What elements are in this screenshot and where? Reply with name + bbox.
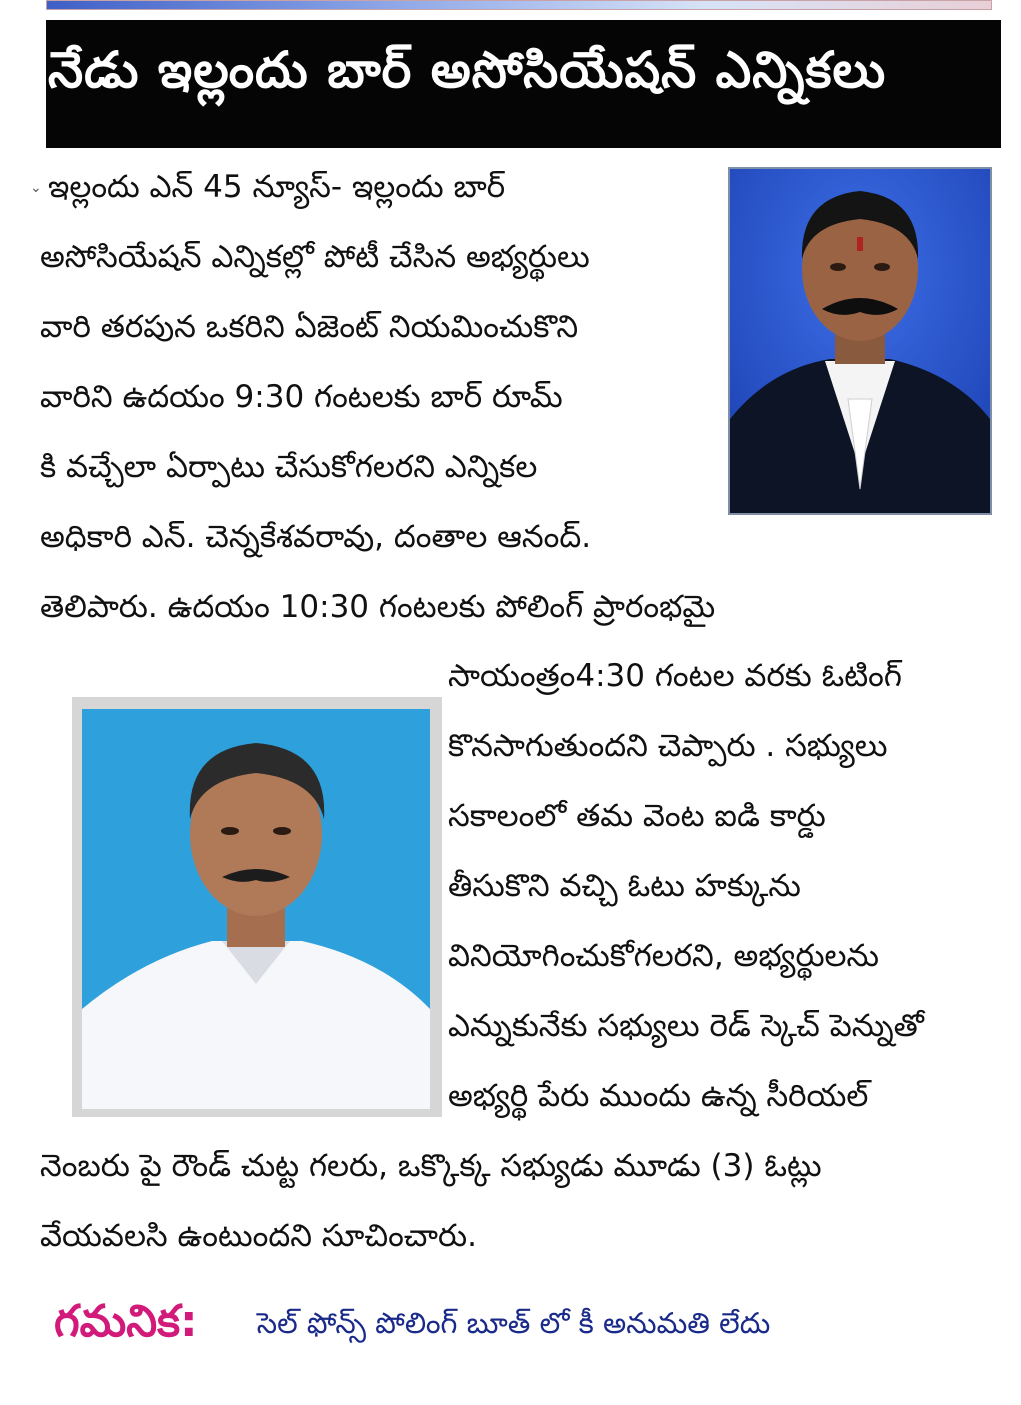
article-line-2: అసోసియేషన్ ఎన్నికల్లో పోటీ చేసిన అభ్యర్థులు — [40, 239, 590, 275]
article-line-16: వేయవలసి ఉంటుందని సూచించారు. — [40, 1218, 477, 1254]
article-line-15: నెంబరు పై రౌండ్ చుట్ట గలరు, ఒక్కొక్క సభ్యుడు మూడు (3) ఓట్లు — [40, 1148, 822, 1184]
article-line-6: అధికారి ఎన్. చెన్నకేశవరావు, దంతాల ఆనంద్. — [40, 519, 592, 555]
person-lawyer-icon — [730, 169, 990, 513]
list-marker: ⌄ — [30, 180, 42, 196]
person-official-icon — [82, 709, 430, 1109]
article-line-3: వారి తరపున ఒకరిని ఏజెంట్ నియమించుకొని — [40, 309, 579, 345]
article-line-1: ఇల్లందు ఎన్ 45 న్యూస్- ఇల్లందు బార్ — [48, 169, 506, 205]
notice — [54, 1296, 770, 1358]
article-line-12: వినియోగించుకోగలరని, అభ్యర్థులను — [448, 938, 880, 974]
portrait-photo-lawyer — [728, 167, 992, 515]
article-line-14: అభ్యర్థి పేరు ముందు ఉన్న సీరియల్ — [448, 1078, 869, 1114]
article-line-5: కి వచ్చేలా ఏర్పాటు చేసుకోగలరని ఎన్నికల — [40, 449, 538, 485]
article-line-10: సకాలంలో తమ వెంట ఐడి కార్డు — [448, 798, 826, 834]
headline: నేడు ఇల్లందు బార్ అసోసియేషన్ ఎన్నికలు — [46, 20, 1001, 148]
article-line-13: ఎన్నుకునేకు సభ్యులు రెడ్ స్కెచ్ పెన్నుతో — [448, 1008, 924, 1044]
article-line-11: తీసుకొని వచ్చి ఓటు హక్కును — [448, 868, 801, 904]
article-line-4: వారిని ఉదయం 9:30 గంటలకు బార్ రూమ్ — [40, 379, 563, 415]
portrait-photo-official — [72, 697, 442, 1117]
article-line-7: తెలిపారు. ఉదయం 10:30 గంటలకు పోలింగ్ ప్రారంభమై — [40, 589, 716, 625]
article-line-9: కొనసాగుతుందని చెప్పారు . సభ్యులు — [448, 728, 888, 764]
top-banner-strip — [46, 0, 992, 10]
notice-label: గమనిక: — [54, 1296, 198, 1347]
notice-text: సెల్ ఫోన్స్ పోలింగ్ బూత్ లో కీ అనుమతి లేదు — [256, 1306, 771, 1340]
article-line-8: సాయంత్రం4:30 గంటల వరకు ఓటింగ్ — [448, 658, 902, 694]
